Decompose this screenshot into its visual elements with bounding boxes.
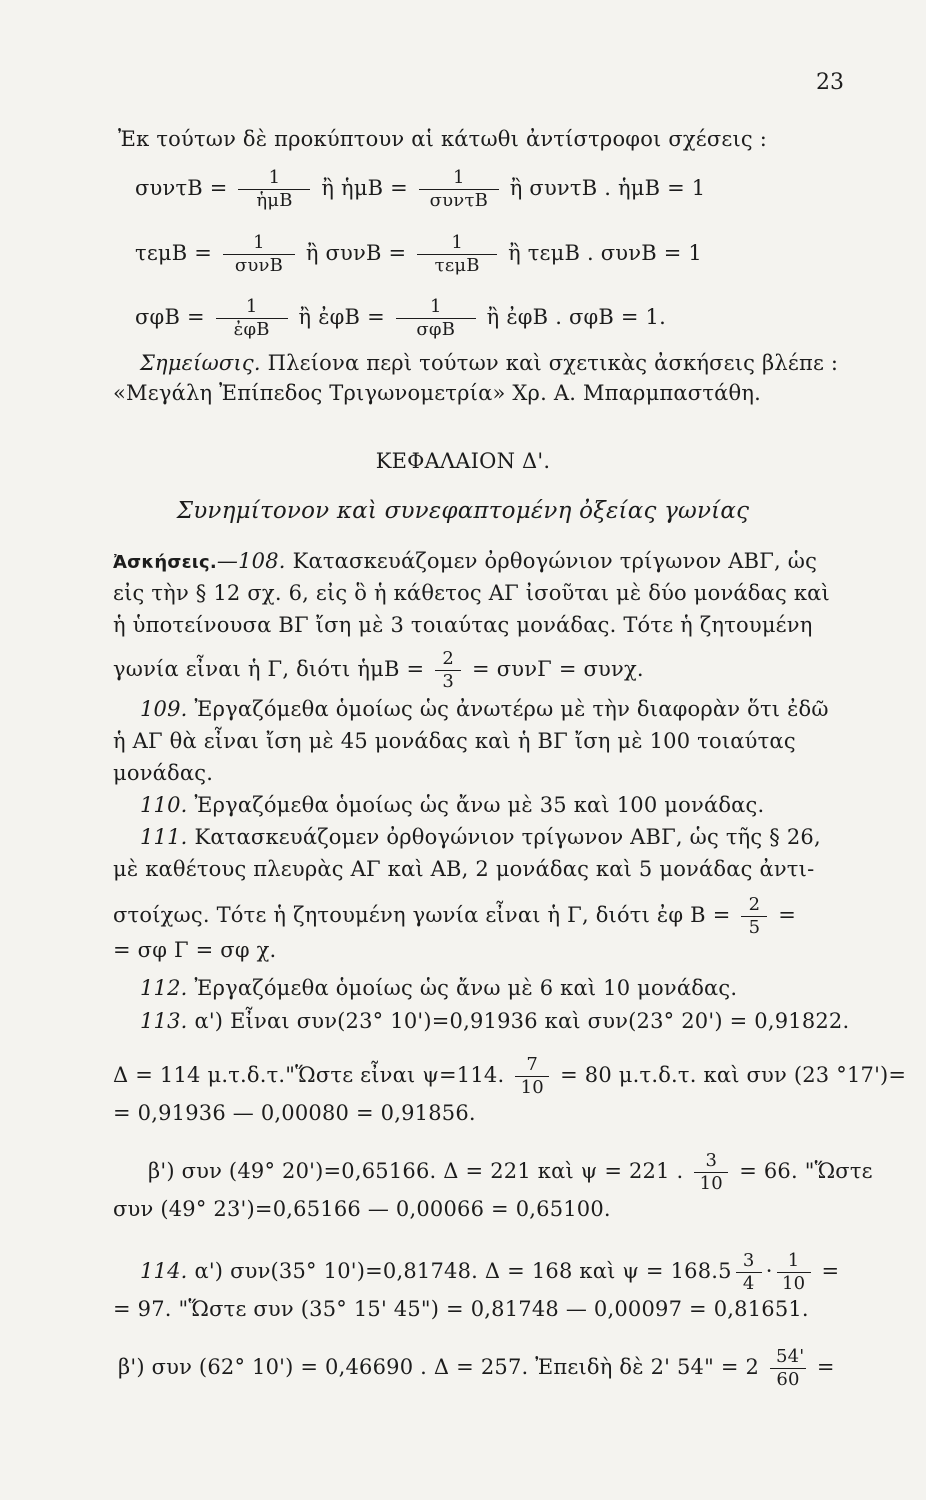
fraction (777, 1250, 811, 1295)
chapter-heading: ΚΕΦΑΛΑΙΟΝ Δ'. (375, 449, 551, 473)
relation-mid: ἢ συνB = (305, 241, 407, 265)
denominator: 10 (699, 1173, 723, 1194)
fraction (736, 1250, 762, 1295)
exercise-number: 110. (140, 793, 188, 817)
exercise-number: 109. (140, 697, 188, 721)
note-line-1 (140, 350, 838, 376)
ex114-line-2: = 97. "Ὥστε συν (35° 15' 45") = 0,81748 — 0,00097 = 0,81651. (113, 1297, 809, 1321)
fraction (741, 894, 767, 939)
fraction (770, 1346, 806, 1391)
ex109-text-1: Ἐργαζόμεθα ὁμοίως ὡς ἀνωτέρω μὲ τὴν διαφορὰν ὅτι ἐδῶ (194, 697, 829, 721)
chapter-title: Συνημίτονον καὶ συνεφαπτομένη ὀξείας γωνίας (176, 498, 750, 524)
denominator: σφB (416, 319, 456, 340)
exercises-label: Ἀσκήσεις. (113, 552, 217, 573)
relation-rhs: ἢ συντB . ἡμB = 1 (509, 176, 706, 200)
ex113-text-2a: Δ = 114 μ.τ.δ.τ."Ὥστε εἶναι ψ=114. (113, 1063, 505, 1087)
note-text-1: Πλείονα περὶ τούτων καὶ σχετικὰς ἀσκήσεις βλέπε : (267, 351, 839, 375)
ex113-line-3: = 0,91936 — 0,00080 = 0,91856. (113, 1101, 476, 1125)
ex113-text-2b: = 80 μ.τ.δ.τ. καὶ συν (23 °17')= (560, 1063, 907, 1087)
numerator: 1 (223, 232, 295, 255)
numerator: 54' (770, 1346, 806, 1369)
fraction (396, 296, 476, 341)
intro-line: Ἐκ τούτων δὲ προκύπτουν αἱ κάτωθι ἀντίστροφοι σχέσεις : (118, 127, 768, 151)
ex111-text-1: Κατασκευάζομεν ὀρθογώνιον τρίγωνον ΑΒΓ, ὡς τῆς § 26, (194, 825, 821, 849)
exercise-number: —108. (216, 549, 286, 573)
ex114-line-1 (140, 1250, 839, 1295)
ex111-line-2: μὲ καθέτους πλευρὰς ΑΓ καὶ ΑΒ, 2 μονάδας καὶ 5 μονάδας ἀντι- (113, 857, 815, 881)
relation-rhs: ἢ τεμB . συνB = 1 (508, 241, 702, 265)
ex112-text-1: Ἐργαζόμεθα ὁμοίως ὡς ἄνω μὲ 6 καὶ 10 μονάδας. (194, 976, 738, 1000)
numerator: 1 (777, 1250, 811, 1273)
denominator: 5 (748, 917, 761, 938)
ex114-text-3a: β') συν (62° 10') = 0,46690 . Δ = 257. Ἐπειδὴ δὲ 2' 54" = 2 (118, 1355, 760, 1379)
ex111-text-3b: = (778, 903, 797, 927)
ex108-line-4 (113, 648, 644, 693)
ex108-text-4a: γωνία εἶναι ἡ Γ, διότι ἡμB = (113, 657, 425, 681)
numerator: 1 (419, 167, 499, 190)
page-number: 23 (816, 70, 844, 95)
fraction (515, 1054, 549, 1099)
ex112-line-1 (140, 975, 737, 1001)
numerator: 2 (741, 894, 767, 917)
ex111-text-3a: στοίχως. Τότε ἡ ζητουμένη γωνία εἶναι ἡ Γ, διότι ἐφ B = (113, 903, 731, 927)
fraction (417, 232, 497, 277)
relation-lhs: σφB = (135, 305, 205, 329)
denominator: συντB (429, 190, 489, 211)
denominator: ἐφB (233, 319, 270, 340)
ex108-line-2: εἰς τὴν § 12 σχ. 6, εἰς ὃ ἡ κάθετος ΑΓ ἰσοῦται μὲ δύο μονάδας καὶ (113, 581, 830, 605)
ex108-line-1 (113, 548, 817, 576)
exercise-number: 113. (140, 1009, 188, 1033)
denominator: τεμB (434, 255, 480, 276)
fraction (238, 167, 310, 212)
relation-rhs: ἢ ἐφB . σφB = 1. (486, 305, 666, 329)
note-label: Σημείωσις. (140, 351, 261, 375)
relation-row (135, 232, 702, 277)
denominator: συνB (234, 255, 284, 276)
ex111-line-4: = σφ Γ = σφ χ. (113, 938, 277, 962)
ex113-line-5: συν (49° 23')=0,65166 — 0,00066 = 0,65100. (113, 1197, 611, 1221)
relation-row (135, 167, 705, 212)
numerator: 3 (694, 1150, 728, 1173)
multiply-dot: · (765, 1259, 773, 1283)
ex113-text-1: α') Εἶναι συν(23° 10')=0,91936 καὶ συν(23° 20') = 0,91822. (194, 1009, 850, 1033)
fraction (216, 296, 288, 341)
ex108-line-3: ἡ ὑποτείνουσα ΒΓ ἴση μὲ 3 τοιαύτας μονάδας. Τότε ἡ ζητουμένη (113, 613, 813, 637)
ex109-line-3: μονάδας. (113, 761, 214, 785)
ex113-text-4b: = 66. "Ὥστε (739, 1159, 873, 1183)
ex113-text-4a: β') συν (49° 20')=0,65166. Δ = 221 καὶ ψ = 221 . (148, 1159, 684, 1183)
numerator: 1 (396, 296, 476, 319)
ex109-line-1 (140, 696, 829, 722)
exercise-number: 111. (140, 825, 188, 849)
ex114-line-3 (118, 1346, 835, 1391)
numerator: 1 (238, 167, 310, 190)
denominator: 3 (442, 671, 454, 692)
ex114-text-3b: = (816, 1355, 835, 1379)
relation-mid: ἢ ἡμB = (321, 176, 408, 200)
numerator: 1 (417, 232, 497, 255)
exercise-number: 112. (140, 976, 188, 1000)
ex108-text-1: Κατασκευάζομεν ὀρθογώνιον τρίγωνον ΑΒΓ, ὡς (292, 549, 818, 573)
note-line-2: «Μεγάλη Ἐπίπεδος Τριγωνομετρία» Χρ. Α. Μπαρμπαστάθη. (113, 381, 762, 405)
denominator: 10 (520, 1077, 544, 1098)
exercise-number: 114. (140, 1259, 188, 1283)
denominator: 10 (781, 1273, 806, 1294)
ex109-line-2: ἡ ΑΓ θὰ εἶναι ἴση μὲ 45 μονάδας καὶ ἡ ΒΓ ἴση μὲ 100 τοιαύτας (113, 729, 796, 753)
ex113-line-4 (148, 1150, 873, 1195)
ex114-text-1a: α') συν(35° 10')=0,81748. Δ = 168 καὶ ψ = 168.5 (194, 1259, 732, 1283)
numerator: 1 (216, 296, 288, 319)
denominator: ἡμB (256, 190, 293, 211)
ex114-text-1b: = (821, 1259, 840, 1283)
fraction (419, 167, 499, 212)
fraction (694, 1150, 728, 1195)
ex110-line-1 (140, 792, 764, 818)
denominator: 4 (742, 1273, 755, 1294)
numerator: 7 (515, 1054, 549, 1077)
denominator: 60 (776, 1369, 800, 1390)
numerator: 2 (435, 648, 461, 671)
ex111-line-1 (140, 824, 821, 850)
fraction (435, 648, 461, 693)
relation-lhs: συντB = (135, 176, 228, 200)
relation-mid: ἢ ἐφB = (298, 305, 385, 329)
ex108-text-4b: = συνΓ = συνχ. (472, 657, 644, 681)
fraction (223, 232, 295, 277)
ex113-line-1 (140, 1008, 849, 1034)
relation-row (135, 296, 666, 341)
ex110-text-1: Ἐργαζόμεθα ὁμοίως ὡς ἄνω μὲ 35 καὶ 100 μονάδας. (194, 793, 765, 817)
ex111-line-3 (113, 894, 796, 939)
relation-lhs: τεμB = (135, 241, 213, 265)
numerator: 3 (736, 1250, 762, 1273)
ex113-line-2 (113, 1054, 906, 1099)
